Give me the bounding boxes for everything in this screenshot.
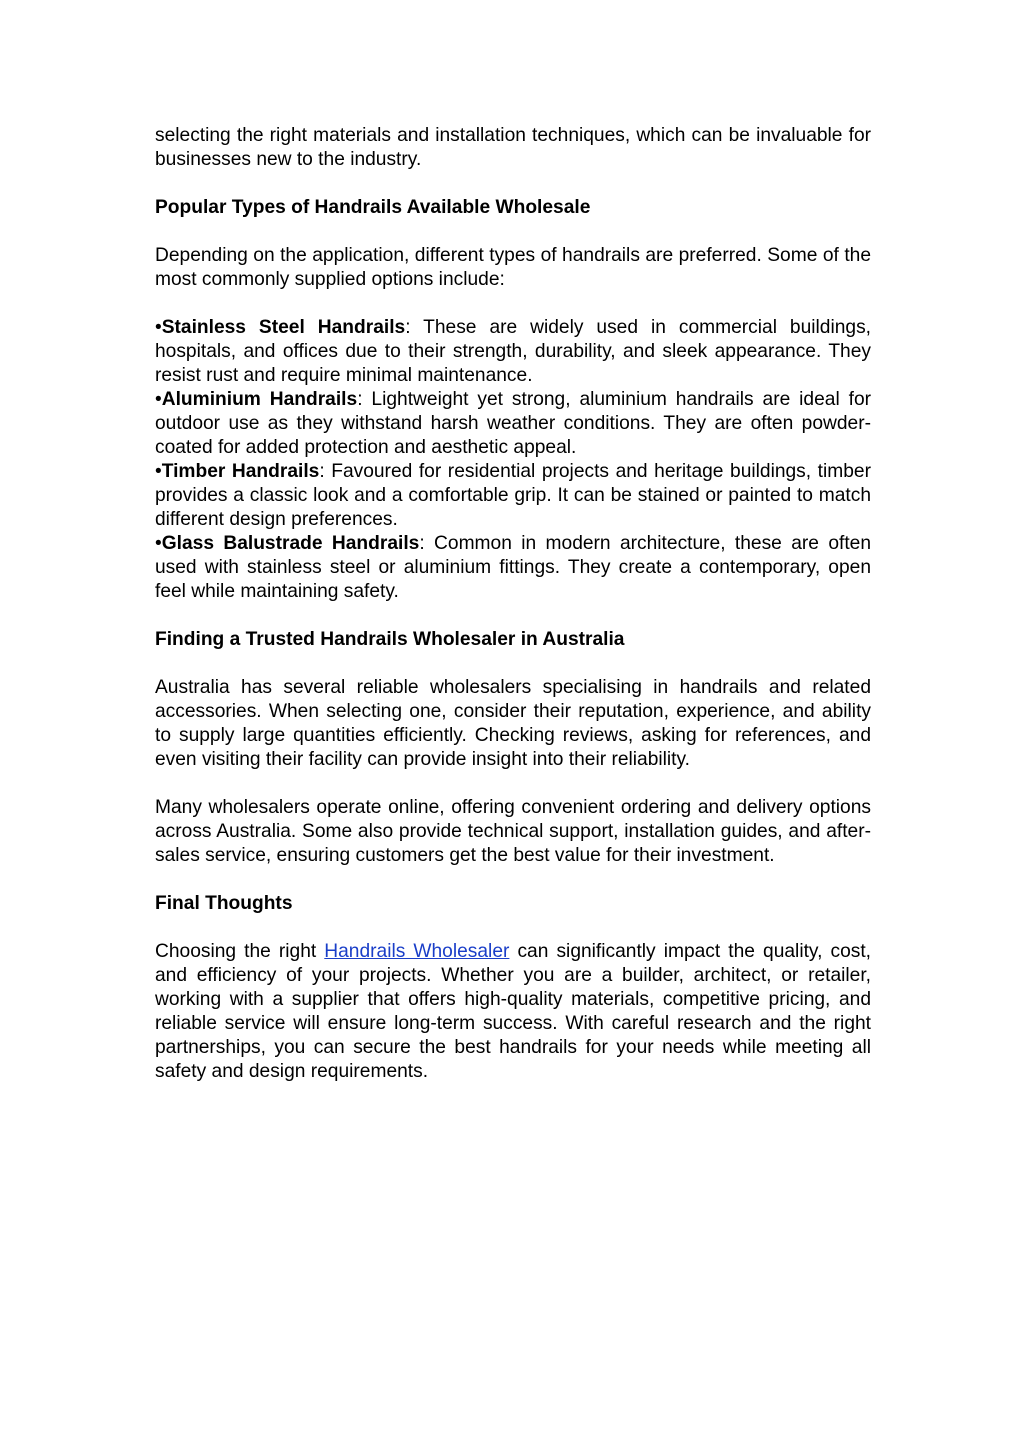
list-item-description: : Lightweight yet strong, aluminium handrails are ideal for outdoor use as they withstand harsh weather conditions. They are often powder-coated for added protection and aesthetic appeal. (155, 389, 872, 458)
list-item-term: Glass Balustrade Handrails (161, 533, 420, 554)
section-heading-finding-wholesaler: Finding a Trusted Handrails Wholesaler in Australia (155, 629, 625, 650)
final-text-after-link: can significantly impact the quality, cost, and efficiency of your projects. Whether you are a builder, architect, or retailer, working with a supplier that offers high-quality materials, competitive pricing, and reliable service will ensure long-term success. With careful research and the right partnerships, you can secure the best handrails for your needs while meeting all safety and design requirements. (155, 941, 872, 1082)
intro-fragment-paragraph: selecting the right materials and installation techniques, which can be invaluable for businesses new to the industry. (155, 125, 871, 170)
popular-types-intro-paragraph: Depending on the application, different types of handrails are preferred. Some of the most commonly supplied options include: (155, 245, 871, 290)
list-item-description: : Favoured for residential projects and heritage buildings, timber provides a classic look and a comfortable grip. It can be stained or painted to match different design preferences. (155, 461, 871, 530)
bullet-icon: • (155, 317, 162, 338)
handrails-wholesaler-link[interactable]: Handrails Wholesaler (324, 941, 510, 962)
finding-paragraph-1: Australia has several reliable wholesalers specialising in handrails and related accessories. When selecting one, consider their reputation, experience, and ability to supply large quantities efficiently. Checking reviews, asking for references, and even visiting their facility can provide insight into their reliability. (155, 677, 871, 770)
list-item-stainless-steel (155, 316, 871, 388)
list-item-description: : Common in modern architecture, these are often used with stainless steel or aluminium fittings. They create a contemporary, open feel while maintaining safety. (155, 533, 871, 602)
list-item-description: : These are widely used in commercial buildings, hospitals, and offices due to their strength, durability, and sleek appearance. They resist rust and require minimal maintenance. (155, 317, 871, 386)
list-item-term: Stainless Steel Handrails (161, 317, 406, 338)
finding-paragraph-2: Many wholesalers operate online, offering convenient ordering and delivery options across Australia. Some also provide technical support, installation guides, and after-sales service, ensuring customers get the best value for their investment. (155, 797, 871, 866)
section-heading-popular-types: Popular Types of Handrails Available Wholesale (155, 197, 591, 218)
bullet-icon: • (155, 461, 162, 482)
list-item-timber (155, 460, 871, 532)
list-item-term: Timber Handrails (161, 461, 320, 482)
list-item-aluminium (155, 388, 871, 460)
list-item-term: Aluminium Handrails (161, 389, 358, 410)
bullet-icon: • (155, 533, 162, 554)
document-page (155, 124, 871, 1084)
final-text-before-link: Choosing the right (155, 941, 325, 962)
final-thoughts-paragraph (155, 940, 871, 1084)
section-heading-final-thoughts: Final Thoughts (155, 893, 293, 914)
list-item-glass-balustrade (155, 532, 871, 604)
bullet-icon: • (155, 389, 162, 410)
